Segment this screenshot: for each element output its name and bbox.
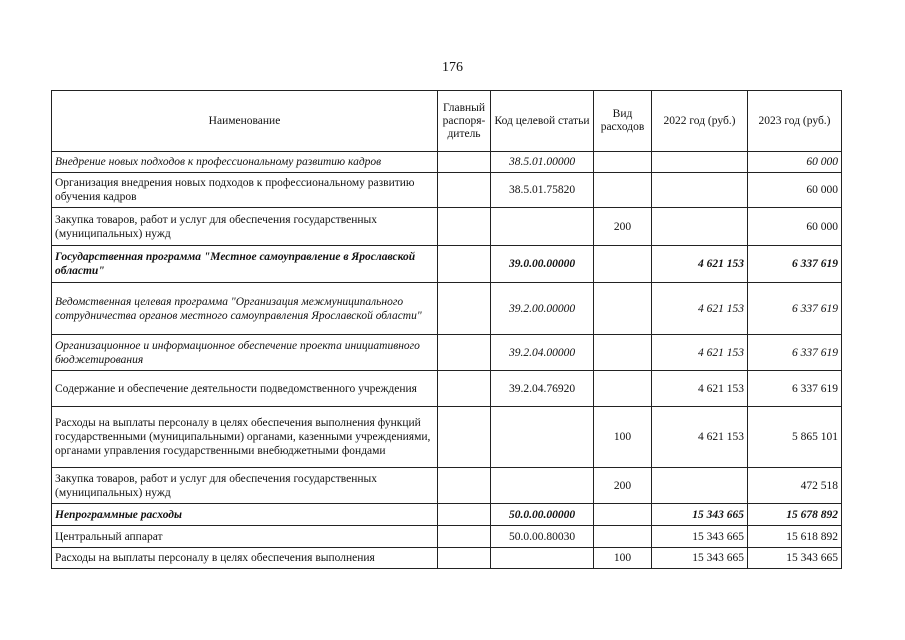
row-code	[491, 208, 594, 246]
table-row	[52, 208, 842, 246]
row-type	[594, 504, 652, 526]
row-type	[594, 246, 652, 283]
row-name: Центральный аппарат	[52, 526, 438, 548]
row-type	[594, 283, 652, 335]
row-2023: 6 337 619	[748, 246, 842, 283]
row-name: Государственная программа "Местное самоуправление в Ярославской области"	[52, 246, 438, 283]
table-row	[52, 246, 842, 283]
row-name: Организация внедрения новых подходов к профессиональному развитию обучения кадров	[52, 173, 438, 208]
row-code	[491, 407, 594, 468]
header-name: Наименование	[52, 91, 438, 152]
row-name: Закупка товаров, работ и услуг для обеспечения государственных (муниципальных) нужд	[52, 468, 438, 504]
row-2023: 5 865 101	[748, 407, 842, 468]
row-type	[594, 152, 652, 173]
table-row	[52, 371, 842, 407]
row-code: 50.0.00.00000	[491, 504, 594, 526]
row-code: 38.5.01.00000	[491, 152, 594, 173]
row-name: Ведомственная целевая программа "Организация межмуниципального сотрудничества органов местного самоуправления Ярославской области"	[52, 283, 438, 335]
row-2022	[652, 173, 748, 208]
header-year-2022: 2022 год (руб.)	[652, 91, 748, 152]
row-2022: 4 621 153	[652, 283, 748, 335]
row-2023: 60 000	[748, 208, 842, 246]
row-name: Организационное и информационное обеспечение проекта инициативного бюджетирования	[52, 335, 438, 371]
row-name: Закупка товаров, работ и услуг для обеспечения государственных (муниципальных) нужд	[52, 208, 438, 246]
row-2023: 472 518	[748, 468, 842, 504]
row-main	[438, 152, 491, 173]
row-type: 200	[594, 468, 652, 504]
row-code: 39.0.00.00000	[491, 246, 594, 283]
row-2022: 4 621 153	[652, 335, 748, 371]
row-name: Внедрение новых подходов к профессиональному развитию кадров	[52, 152, 438, 173]
row-main	[438, 526, 491, 548]
row-code: 38.5.01.75820	[491, 173, 594, 208]
row-main	[438, 371, 491, 407]
row-code: 39.2.04.00000	[491, 335, 594, 371]
row-2023: 15 618 892	[748, 526, 842, 548]
row-type	[594, 173, 652, 208]
row-code: 39.2.04.76920	[491, 371, 594, 407]
row-main	[438, 548, 491, 569]
row-main	[438, 173, 491, 208]
row-type: 100	[594, 548, 652, 569]
row-2023: 6 337 619	[748, 335, 842, 371]
row-code	[491, 468, 594, 504]
header-main-manager: Главный распоря-дитель	[438, 91, 491, 152]
row-2023: 15 678 892	[748, 504, 842, 526]
row-2022: 15 343 665	[652, 504, 748, 526]
header-target-code: Код целевой статьи	[491, 91, 594, 152]
row-main	[438, 468, 491, 504]
budget-table	[51, 90, 842, 569]
row-main	[438, 246, 491, 283]
row-main	[438, 208, 491, 246]
row-2022: 15 343 665	[652, 548, 748, 569]
row-main	[438, 407, 491, 468]
table-row	[52, 152, 842, 173]
row-type: 200	[594, 208, 652, 246]
row-name: Непрограммные расходы	[52, 504, 438, 526]
header-expense-type: Вид расходов	[594, 91, 652, 152]
page-number: 176	[442, 60, 463, 75]
row-type: 100	[594, 407, 652, 468]
row-main	[438, 504, 491, 526]
row-name: Расходы на выплаты персоналу в целях обеспечения выполнения функций государственными (муниципальными) органами, казенными учреждениями, органами управления государственными внебюджетными фондами	[52, 407, 438, 468]
row-2023: 60 000	[748, 173, 842, 208]
row-code	[491, 548, 594, 569]
row-2022: 4 621 153	[652, 246, 748, 283]
row-type	[594, 526, 652, 548]
row-2022: 15 343 665	[652, 526, 748, 548]
row-type	[594, 335, 652, 371]
table-row	[52, 468, 842, 504]
row-2023: 60 000	[748, 152, 842, 173]
row-2023: 6 337 619	[748, 283, 842, 335]
table-row	[52, 173, 842, 208]
table-row	[52, 407, 842, 468]
row-2022	[652, 468, 748, 504]
row-code: 39.2.00.00000	[491, 283, 594, 335]
row-name: Расходы на выплаты персоналу в целях обеспечения выполнения	[52, 548, 438, 569]
table-row	[52, 504, 842, 526]
row-2023: 6 337 619	[748, 371, 842, 407]
row-type	[594, 371, 652, 407]
table-row	[52, 526, 842, 548]
row-2022	[652, 152, 748, 173]
row-main	[438, 283, 491, 335]
header-year-2023: 2023 год (руб.)	[748, 91, 842, 152]
row-code: 50.0.00.80030	[491, 526, 594, 548]
table-header-row	[52, 91, 842, 152]
table-row	[52, 335, 842, 371]
table-row	[52, 548, 842, 569]
row-name: Содержание и обеспечение деятельности подведомственного учреждения	[52, 371, 438, 407]
row-2022: 4 621 153	[652, 371, 748, 407]
table-row	[52, 283, 842, 335]
row-2022	[652, 208, 748, 246]
row-main	[438, 335, 491, 371]
row-2023: 15 343 665	[748, 548, 842, 569]
row-2022: 4 621 153	[652, 407, 748, 468]
